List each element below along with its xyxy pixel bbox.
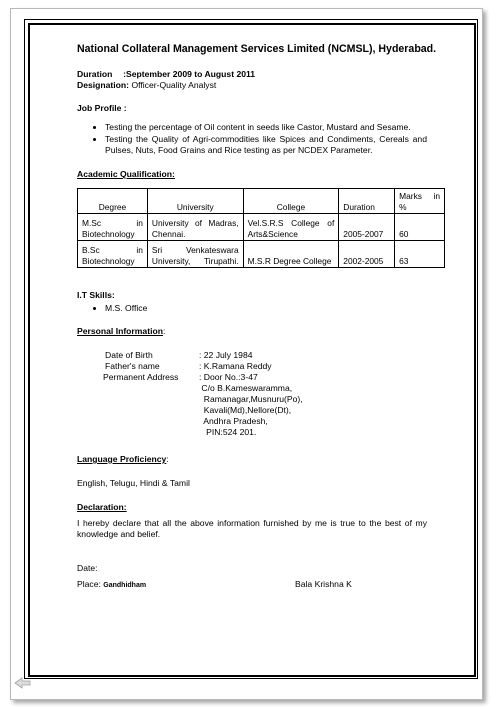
designation-value: Officer-Quality Analyst	[131, 80, 217, 90]
it-skills-heading: I.T Skills:	[77, 290, 115, 300]
address-line: PIN:524 201.	[199, 427, 257, 437]
academic-heading: Academic Qualification:	[77, 169, 175, 179]
it-skills-list	[77, 303, 447, 314]
place-row	[77, 579, 447, 591]
table-row	[78, 214, 445, 241]
dob-label: Date of Birth	[105, 350, 153, 360]
declaration-heading: Declaration:	[77, 502, 127, 512]
job-profile-item: • Testing the percentage of Oil content in seeds like Castor, Mustard and Sesame.	[105, 122, 447, 133]
personal-heading: Personal Information	[77, 326, 163, 336]
duration-label: Duration	[77, 69, 113, 79]
table-cell: B.Sc in Biotechnology	[78, 241, 148, 268]
duration-value: :September 2009 to August 2011	[123, 69, 256, 79]
personal-heading-row	[77, 326, 447, 337]
table-cell: Sri Venkateswara University, Tirupathi.	[147, 241, 243, 268]
dob-value: : 22 July 1984	[199, 350, 253, 360]
table-header: Duration	[339, 189, 395, 214]
address-line: Kavali(Md),Nellore(Dt),	[199, 405, 292, 415]
table-cell: University of Madras, Chennai.	[147, 214, 243, 241]
academic-table	[77, 188, 445, 268]
table-header: College	[243, 189, 339, 214]
table-row	[78, 241, 445, 268]
address-line: : Door No.:3-47	[199, 372, 258, 382]
table-header: University	[147, 189, 243, 214]
table-cell: Vel.S.R.S College of Arts&Science	[243, 214, 339, 241]
table-cell: 2005-2007	[339, 214, 395, 241]
languages: English, Telugu, Hindi & Tamil	[77, 478, 190, 488]
address-label: Permanent Address	[103, 372, 179, 382]
table-header: Marks in %	[395, 189, 445, 214]
declaration-text: I hereby declare that all the above information furnished by me is true to the best of my knowledge and belief.	[77, 518, 427, 539]
table-cell: M.Sc in Biotechnology	[78, 214, 148, 241]
table-header-row	[78, 189, 445, 214]
place	[77, 579, 295, 591]
job-profile-heading: Job Profile :	[77, 103, 127, 113]
page-corner-icon	[13, 675, 33, 691]
personal-info	[103, 350, 447, 438]
table-header: Degree	[78, 189, 148, 214]
father-label: Father's name	[105, 361, 160, 371]
language-heading-row	[77, 454, 447, 465]
address-line: C/o B.Kameswaramma,	[199, 383, 293, 393]
language-heading-colon: :	[166, 454, 169, 464]
designation-row	[77, 80, 447, 91]
table-cell: 63	[395, 241, 445, 268]
personal-heading-colon: :	[162, 326, 166, 336]
address-line: Andhra Pradesh,	[199, 416, 268, 426]
language-heading: Language Proficiency	[77, 454, 167, 464]
company-heading: National Collateral Management Services Limited (NCMSL), Hyderabad.	[77, 43, 437, 55]
signature-name: Bala Krishna K	[295, 579, 352, 589]
job-profile-item: • Testing the Quality of Agri-commodities like Spices and Condiments, Cereals and Pulses, Nuts, Food Grains and Rice testing as per NCDEX Parameter.	[105, 134, 447, 156]
place-value: Gandhidham	[103, 582, 147, 589]
date-label: Date:	[77, 563, 98, 573]
it-skill-item: • M.S. Office	[105, 303, 447, 314]
job-profile-list	[77, 122, 447, 156]
table-cell: 60	[395, 214, 445, 241]
father-value: : K.Ramana Reddy	[199, 361, 272, 371]
table-cell: M.S.R Degree College	[243, 241, 339, 268]
designation-label: Designation:	[77, 80, 130, 90]
duration-row	[77, 69, 447, 80]
table-cell: 2002-2005	[339, 241, 395, 268]
place-label: Place:	[77, 579, 101, 589]
resume-content	[77, 44, 447, 591]
address-line: Ramanagar,Musnuru(Po),	[199, 394, 303, 404]
